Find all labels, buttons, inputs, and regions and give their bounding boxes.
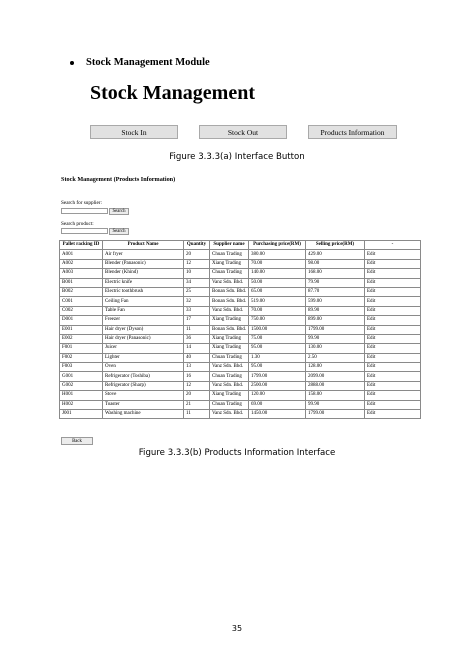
edit-link[interactable]: Edit	[365, 325, 421, 334]
table-cell: Bonan Sdn. Bhd.	[210, 325, 249, 334]
table-cell: 2.50	[306, 353, 365, 362]
table-cell: 128.00	[306, 363, 365, 372]
table-cell: 69.00	[249, 400, 306, 409]
table-cell: H001	[60, 391, 103, 400]
table-cell: 380.00	[249, 250, 306, 259]
edit-link[interactable]: Edit	[365, 259, 421, 268]
table-cell: 130.00	[306, 344, 365, 353]
stock-in-button[interactable]: Stock In	[90, 125, 178, 139]
table-cell: Lighter	[103, 353, 184, 362]
products-table	[59, 240, 421, 419]
table-cell: G002	[60, 381, 103, 390]
edit-link[interactable]: Edit	[365, 410, 421, 419]
figure-b-caption: Figure 3.3.3(b) Products Information Interface	[138, 448, 336, 458]
table-cell: Refrigerator (Toshiba)	[103, 372, 184, 381]
table-cell: Oven	[103, 363, 184, 372]
table-cell: 33	[184, 306, 210, 315]
column-header: Product Name	[103, 241, 184, 250]
table-cell: Xiang Trading	[210, 334, 249, 343]
table-cell: F003	[60, 363, 103, 372]
table-cell: Xiang Trading	[210, 316, 249, 325]
table-cell: Hair dryer (Dyson)	[103, 325, 184, 334]
table-cell: Bonan Sdn. Bhd.	[210, 287, 249, 296]
table-cell: 168.00	[306, 269, 365, 278]
table-cell: Bonan Sdn. Bhd.	[210, 297, 249, 306]
table-cell: 25	[184, 287, 210, 296]
table-cell: 20	[184, 391, 210, 400]
table-cell: A002	[60, 259, 103, 268]
table-body	[60, 250, 421, 419]
table-cell: Chuan Trading	[210, 400, 249, 409]
table-cell: 140.00	[249, 269, 306, 278]
table-header-row	[60, 241, 421, 250]
edit-link[interactable]: Edit	[365, 306, 421, 315]
table-row	[60, 278, 421, 287]
table-cell: Chuan Trading	[210, 353, 249, 362]
table-cell: Air fryer	[103, 250, 184, 259]
table-cell: 10	[184, 269, 210, 278]
stock-management-title: Stock Management	[90, 82, 255, 104]
table-row	[60, 372, 421, 381]
table-cell: 79.90	[306, 278, 365, 287]
search-product-input[interactable]	[61, 228, 108, 234]
table-cell: 519.00	[249, 297, 306, 306]
table-cell: 1799.00	[249, 372, 306, 381]
table-cell: 11	[184, 325, 210, 334]
table-cell: C002	[60, 306, 103, 315]
table-cell: Vanz Sdn. Bhd.	[210, 410, 249, 419]
table-cell: 87.70	[306, 287, 365, 296]
table-cell: Washing machine	[103, 410, 184, 419]
section-heading: Stock Management Module	[86, 57, 210, 68]
table-row	[60, 344, 421, 353]
table-cell: Stove	[103, 391, 184, 400]
table-cell: D001	[60, 316, 103, 325]
table-cell: 17	[184, 316, 210, 325]
table-cell: 2500.00	[249, 381, 306, 390]
table-cell: 75.00	[249, 334, 306, 343]
column-header: Pallet racking ID	[60, 241, 103, 250]
edit-link[interactable]: Edit	[365, 391, 421, 400]
table-cell: 899.00	[306, 316, 365, 325]
table-cell: Vanz Sdn. Bhd.	[210, 306, 249, 315]
table-cell: 34	[184, 278, 210, 287]
table-cell: 158.00	[306, 391, 365, 400]
section-bullet	[70, 57, 210, 68]
table-row	[60, 353, 421, 362]
figure-a-caption: Figure 3.3.3(a) Interface Button	[169, 152, 305, 162]
table-cell: 120.00	[249, 391, 306, 400]
table-cell: 12	[184, 381, 210, 390]
table-cell: 750.00	[249, 316, 306, 325]
table-cell: B002	[60, 287, 103, 296]
table-cell: 1799.00	[306, 325, 365, 334]
table-cell: Freezer	[103, 316, 184, 325]
table-cell: A003	[60, 269, 103, 278]
column-header: Purchasing price(RM)	[249, 241, 306, 250]
edit-link[interactable]: Edit	[365, 372, 421, 381]
table-cell: Toaster	[103, 400, 184, 409]
table-cell: Chuan Trading	[210, 250, 249, 259]
table-cell: Vanz Sdn. Bhd.	[210, 363, 249, 372]
table-cell: Xiang Trading	[210, 391, 249, 400]
table-cell: 99.90	[306, 334, 365, 343]
table-cell: G001	[60, 372, 103, 381]
page-number: 35	[231, 624, 243, 633]
edit-link[interactable]: Edit	[365, 269, 421, 278]
column-header: Selling price(RM)	[306, 241, 365, 250]
table-cell: 12	[184, 259, 210, 268]
table-cell: Ceiling Fan	[103, 297, 184, 306]
table-row	[60, 410, 421, 419]
table-cell: 89.90	[306, 306, 365, 315]
column-header: Supplier name	[210, 241, 249, 250]
edit-link[interactable]: Edit	[365, 334, 421, 343]
table-cell: Refrigerator (Sharp)	[103, 381, 184, 390]
table-cell: B001	[60, 278, 103, 287]
search-product-label: Search product:	[61, 221, 94, 227]
table-cell: 599.00	[306, 297, 365, 306]
table-cell: Chuan Trading	[210, 372, 249, 381]
search-supplier-input[interactable]	[61, 208, 108, 214]
table-cell: 95.00	[249, 344, 306, 353]
table-row	[60, 400, 421, 409]
edit-link[interactable]: Edit	[365, 353, 421, 362]
table-cell: 21	[184, 400, 210, 409]
table-row	[60, 391, 421, 400]
table-cell: C001	[60, 297, 103, 306]
search-supplier-label: Search for supplier:	[61, 200, 102, 206]
table-row	[60, 325, 421, 334]
table-cell: 429.00	[306, 250, 365, 259]
table-row	[60, 259, 421, 268]
edit-link[interactable]: Edit	[365, 400, 421, 409]
edit-link[interactable]: Edit	[365, 250, 421, 259]
bullet-icon	[70, 61, 74, 65]
table-cell: 99.90	[306, 400, 365, 409]
table-cell: E002	[60, 334, 103, 343]
column-header: Quantity	[184, 241, 210, 250]
table-cell: 1.30	[249, 353, 306, 362]
table-row	[60, 334, 421, 343]
table-cell: F002	[60, 353, 103, 362]
column-header: -	[365, 241, 421, 250]
table-cell: 1799.00	[306, 410, 365, 419]
table-cell: 98.00	[306, 259, 365, 268]
edit-link[interactable]: Edit	[365, 344, 421, 353]
table-cell: A001	[60, 250, 103, 259]
products-information-title: Stock Management (Products Information)	[61, 176, 176, 183]
table-cell: Chuan Trading	[210, 269, 249, 278]
table-cell: 70.00	[249, 306, 306, 315]
edit-link[interactable]: Edit	[365, 381, 421, 390]
edit-link[interactable]: Edit	[365, 363, 421, 372]
table-row	[60, 297, 421, 306]
table-cell: Electric knife	[103, 278, 184, 287]
table-cell: H002	[60, 400, 103, 409]
table-cell: Juicer	[103, 344, 184, 353]
search-product-button[interactable]: Search	[109, 228, 129, 235]
table-cell: 13	[184, 363, 210, 372]
table-cell: 65.00	[249, 287, 306, 296]
table-row	[60, 381, 421, 390]
table-cell: Vanz Sdn. Bhd.	[210, 278, 249, 287]
table-cell: Electric toothbrush	[103, 287, 184, 296]
table-row	[60, 269, 421, 278]
table-cell: Xiang Trading	[210, 344, 249, 353]
table-cell: 20	[184, 250, 210, 259]
search-supplier-button[interactable]: Search	[109, 208, 129, 215]
table-cell: 40	[184, 353, 210, 362]
table-row	[60, 250, 421, 259]
table-cell: 1450.00	[249, 410, 306, 419]
edit-link[interactable]: Edit	[365, 297, 421, 306]
table-cell: 2888.00	[306, 381, 365, 390]
edit-link[interactable]: Edit	[365, 287, 421, 296]
table-cell: Xiang Trading	[210, 259, 249, 268]
table-cell: 70.00	[249, 259, 306, 268]
table-cell: Table Fan	[103, 306, 184, 315]
back-button[interactable]: Back	[61, 437, 93, 445]
edit-link[interactable]: Edit	[365, 316, 421, 325]
table-cell: 95.00	[249, 363, 306, 372]
table-cell: 1500.00	[249, 325, 306, 334]
stock-out-button[interactable]: Stock Out	[199, 125, 287, 139]
table-cell: F001	[60, 344, 103, 353]
table-row	[60, 316, 421, 325]
table-cell: 36	[184, 334, 210, 343]
table-row	[60, 363, 421, 372]
table-row	[60, 306, 421, 315]
table-cell: Blender (Panasonic)	[103, 259, 184, 268]
table-cell: 32	[184, 297, 210, 306]
table-cell: 50.00	[249, 278, 306, 287]
table-cell: 2099.00	[306, 372, 365, 381]
table-cell: Blender (Khind)	[103, 269, 184, 278]
table-cell: 14	[184, 344, 210, 353]
table-cell: J001	[60, 410, 103, 419]
edit-link[interactable]: Edit	[365, 278, 421, 287]
table-cell: 16	[184, 372, 210, 381]
table-row	[60, 287, 421, 296]
products-information-button[interactable]: Products Information	[308, 125, 397, 139]
table-cell: Vanz Sdn. Bhd.	[210, 381, 249, 390]
table-cell: Hair dryer (Panasonic)	[103, 334, 184, 343]
table-cell: E001	[60, 325, 103, 334]
table-cell: 11	[184, 410, 210, 419]
